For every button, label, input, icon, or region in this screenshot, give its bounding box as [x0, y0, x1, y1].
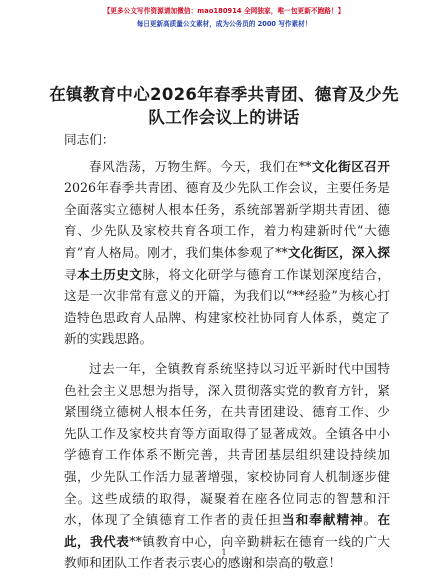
- text-run: 寻: [64, 266, 78, 282]
- bold-text-run: 本土历史文: [77, 266, 143, 282]
- paragraph-1: [64, 156, 390, 350]
- document-body: [64, 129, 390, 582]
- document-title: 在镇教育中心2026年春季共青团、德育及少先队工作会议上的讲话: [49, 85, 399, 127]
- greeting: 同志们：: [64, 132, 115, 147]
- text-run: 。: [363, 512, 378, 528]
- page-number: 1: [221, 548, 227, 557]
- promo-banner: [0, 6, 448, 29]
- text-run: 春风浩荡，万物生辉。今天，我们在**: [89, 158, 312, 174]
- promo-line-2: 每日更新高质量公文素材，成为公务员的 2000 写作素材！: [136, 20, 312, 28]
- text-run: 2026年春季共青团、德育及少先队工作会议，主要任务是全面落实立德树人根本任务，系统部署新学期共青团、德育、少先队及家校共育各项工作，着力构建新时代“大德育”育人格局。刚才，我们集体参观了**: [64, 180, 390, 260]
- promo-line-1: 【更多公文写作资源请加微信：mao180914 全网独家，唯一包更新不跑路！】: [103, 7, 345, 15]
- text-run: 过去一年，全镇教育系统坚持以习近平新时代中国特色社会主义思想为指导，深入贯彻落实党的教育方针，紧紧围绕立德树人根本任务，在共青团建设、德育工作、少先队工作及家校共育等方面取得了显著成效。全镇各中小学德育工作体系不断完善，共青团基层组织建设持续加强，少先队工作活力显著增强，家校协同育人机制逐步健全。这些成绩的取得，凝聚着在座各位同志的智慧和汗水，体现了全镇德育工作者的责任担: [64, 360, 390, 528]
- paragraph-2: [64, 358, 390, 574]
- bold-text-run: 当和奉献精神: [282, 512, 364, 528]
- bold-text-run: 文化街区，深入探: [287, 244, 390, 260]
- bold-text-run: 在此，我代表: [64, 512, 391, 549]
- text-run: **镇教育中心，向辛勤耕耘在德育一线的广大教师和团队工作者表示衷心的感谢和崇高的敬意！: [64, 533, 391, 571]
- text-run: 脉，将文化研学与德育工作谋划深度结合，这是一次非常有意义的开篇，为我们以“**经验”为核心打造特色思政育人品牌、构建家校社协同育人体系，奠定了新的实践思路。: [64, 266, 391, 347]
- bold-text-run: 文化街区召开: [311, 158, 390, 174]
